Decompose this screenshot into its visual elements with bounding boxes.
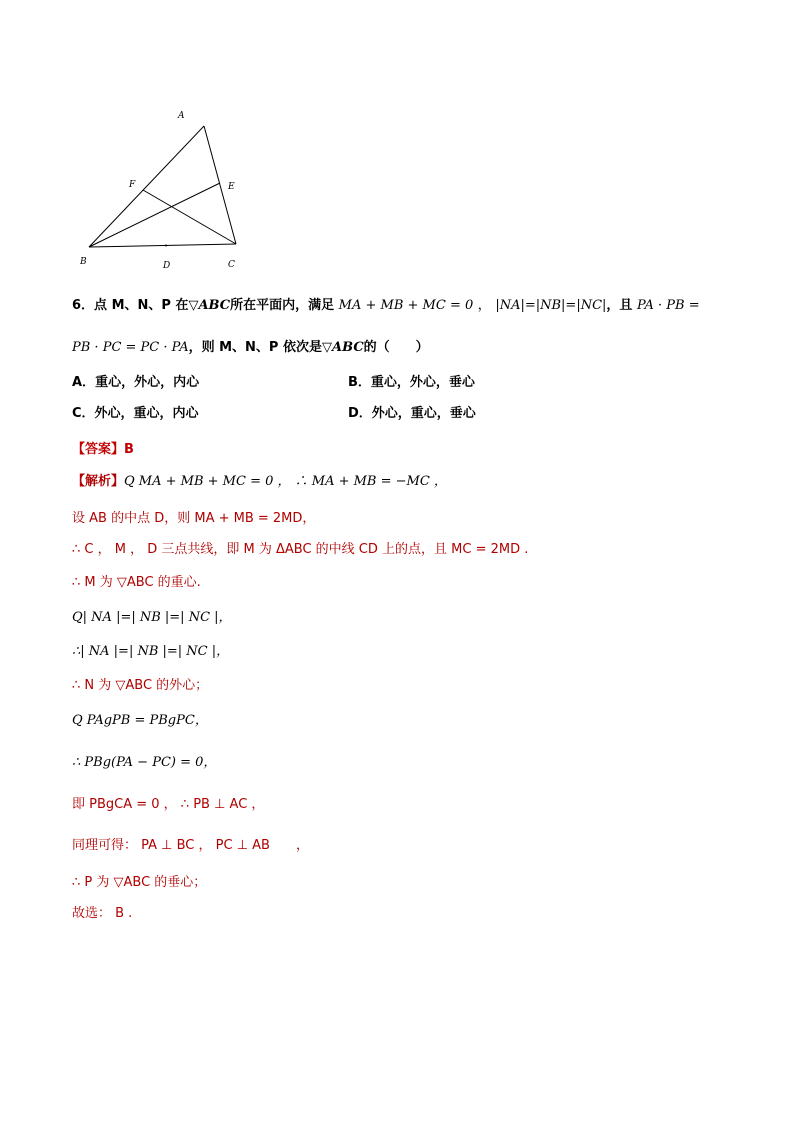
side-bc [89, 244, 236, 247]
option-c: C．外心，重心，内心 [72, 406, 199, 421]
analysis-line-10: 即 PBgCA = 0 ， ∴ PB ⊥ AC ， [72, 797, 265, 812]
equation-vector-sum: MA + MB + MC = 0 [338, 298, 474, 313]
label-a: A [178, 111, 185, 121]
equation-dot-1: PA · PB = [636, 298, 700, 313]
analysis-line-4: ∴ M 为 ▽ABC 的重心. [72, 575, 201, 590]
answer-value: B [124, 442, 134, 457]
analysis-line-7: ∴ N 为 ▽ABC 的外心； [72, 678, 209, 693]
analysis-line-5: Q| NA |=| NB |=| NC |， [72, 610, 232, 625]
analysis-line-1: 【解析】Q MA + MB + MC = 0 ， ∴ MA + MB = −MC ， [72, 474, 447, 489]
label-e: E [228, 182, 235, 192]
equation-equal-norms: |NA|=|NB|=|NC| [495, 298, 607, 313]
option-a: A．重心，外心，内心 [72, 375, 200, 390]
analysis-line-12: ∴ P 为 ▽ABC 的垂心； [72, 875, 207, 890]
label-c: C [228, 260, 235, 270]
question-number: 6． [72, 298, 95, 313]
median-be [89, 183, 220, 247]
analysis-line-6: ∴| NA |=| NB |=| NC |， [72, 644, 230, 659]
triangle-figure [70, 100, 270, 280]
analysis-line-11: 同理可得： PA ⊥ BC ， PC ⊥ AB ， [72, 838, 309, 853]
side-ab [89, 126, 204, 247]
analysis-line-13: 故选： B . [72, 906, 133, 921]
analysis-line-3: ∴ C ， M ， D 三点共线，即 M 为 ΔABC 的中线 CD 上的点，且 MC = 2MD . [72, 542, 529, 557]
answer [72, 438, 134, 457]
equation-dot-2: PB · PC = PC · PA [72, 340, 189, 355]
analysis-line-9: ∴ PBg(PA − PC) = 0， [72, 755, 217, 770]
question-line-2: PB · PC = PC · PA，则 M、N、P 依次是▽ABC的（ ） [72, 340, 429, 355]
label-b: B [80, 257, 87, 267]
option-d: D．外心，重心，垂心 [348, 406, 476, 421]
label-f: F [129, 180, 136, 190]
question-line-1: 6．点 M、N、P 在▽ABC所在平面内，满足 MA + MB + MC = 0 ， |NA|=|NB|=|NC|，且 PA · PB = [72, 298, 700, 313]
analysis-line-2: 设 AB 的中点 D，则 MA + MB = 2MD， [72, 511, 316, 526]
analysis-tag: 【解析】 [72, 474, 125, 489]
answer-tag: 【答案】 [72, 442, 125, 457]
analysis-line-8: Q PAgPB = PBgPC， [72, 713, 208, 728]
option-b: B．重心，外心，垂心 [348, 375, 475, 390]
label-d: D [163, 261, 171, 271]
